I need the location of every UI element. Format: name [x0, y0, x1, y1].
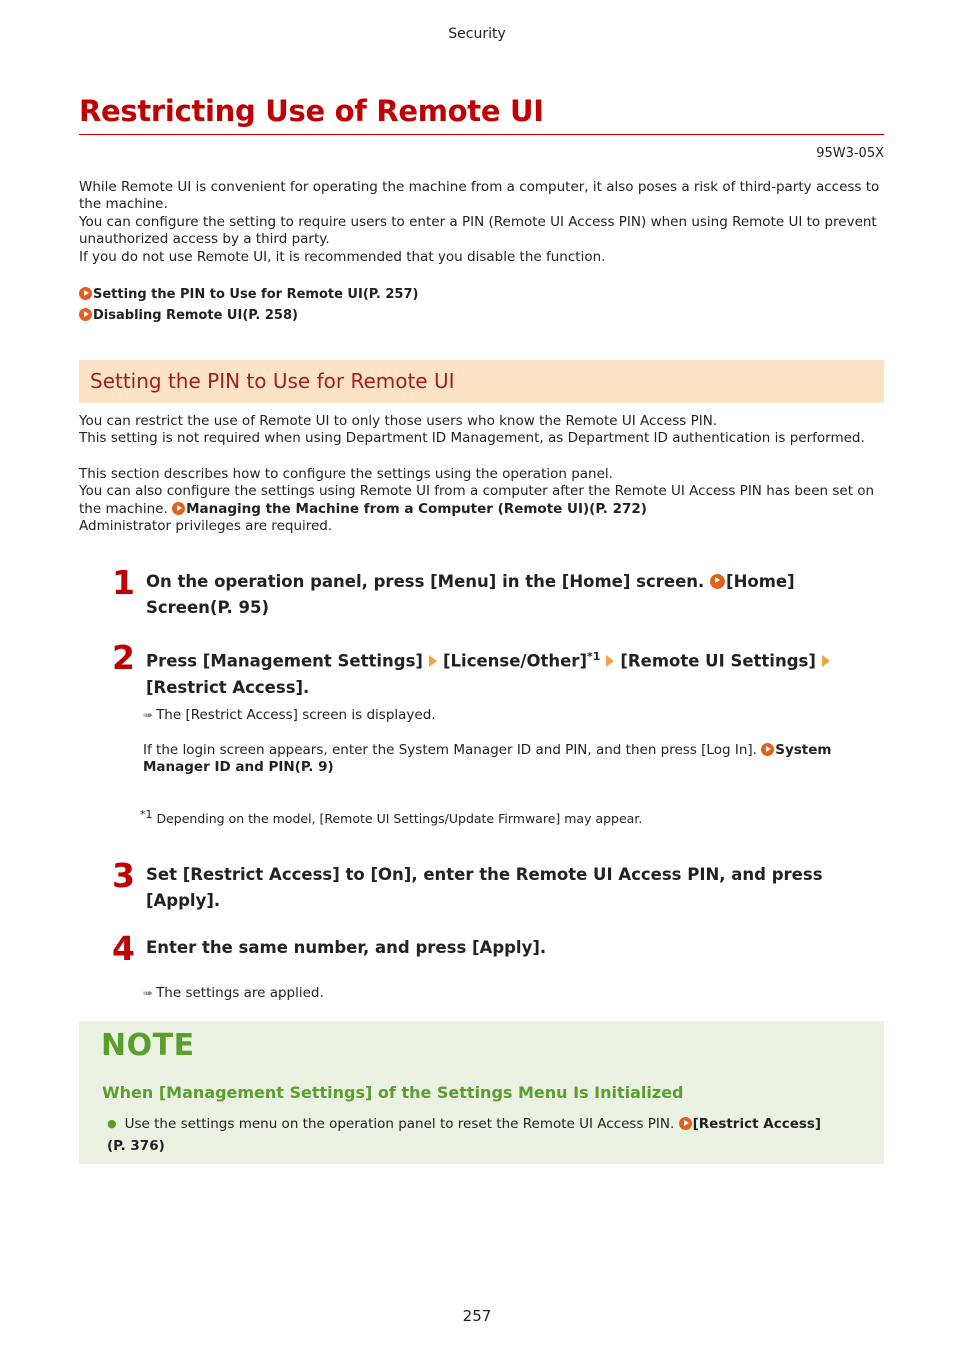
link-disabling-remote-ui[interactable] — [79, 308, 298, 323]
link-system-manager-label: System Manager ID and PIN(P. 9) — [143, 742, 832, 776]
section-paragraph-2: This setting is not required when using Department ID Management, as Department ID authentication is performed. — [79, 430, 865, 447]
link-setting-pin[interactable] — [79, 287, 418, 302]
step-1-number: 1 — [112, 563, 135, 602]
step-2-part-3: [Remote UI Settings] — [620, 651, 816, 671]
link-arrow-icon — [761, 743, 774, 756]
section-paragraph-5: Administrator privileges are required. — [79, 518, 333, 535]
running-header: Security — [448, 26, 506, 42]
link-arrow-icon — [172, 502, 185, 515]
page-title: Restricting Use of Remote UI — [79, 94, 544, 128]
result-arrow-icon: ➠ — [143, 986, 154, 1000]
step-3-number: 3 — [112, 856, 135, 895]
section-heading: Setting the PIN to Use for Remote UI — [90, 369, 455, 393]
step-4-result-text: The settings are applied. — [156, 985, 324, 1001]
section-details — [79, 466, 889, 536]
link-arrow-icon — [79, 308, 92, 321]
step-2-part-1: Press [Management Settings] — [146, 651, 423, 671]
menu-path-arrow-icon — [429, 655, 437, 667]
step-4-number: 4 — [112, 929, 135, 968]
step-4-result — [143, 985, 324, 1001]
footnote-text: Depending on the model, [Remote UI Settings/Update Firmware] may appear. — [156, 811, 643, 827]
intro-paragraph-2: You can configure the setting to require users to enter a PIN (Remote UI Access PIN) when using Remote UI to prevent unauthorized access by a third party. — [79, 213, 877, 248]
step-2-result — [143, 707, 436, 723]
menu-path-arrow-icon — [606, 655, 614, 667]
link-setting-pin-label: Setting the PIN to Use for Remote UI(P. 257) — [93, 287, 419, 302]
step-2-part-2: [License/Other] — [442, 651, 587, 671]
footnote — [140, 808, 642, 826]
menu-path-arrow-icon — [822, 655, 830, 667]
section-paragraph-1: You can restrict the use of Remote UI to only those users who know the Remote UI Access PIN. — [79, 413, 718, 429]
bullet-icon: ● — [107, 1117, 117, 1130]
section-intro — [79, 413, 889, 448]
note-title: NOTE — [101, 1028, 195, 1063]
link-home-screen-label: [Home] Screen(P. 95) — [146, 572, 795, 617]
section-paragraph-3: This section describes how to configure the settings using the operation panel. — [79, 466, 613, 482]
step-2-part-4: [Restrict Access]. — [146, 677, 310, 697]
footnote-mark: *1 — [140, 808, 153, 821]
login-note-text: If the login screen appears, enter the System Manager ID and PIN, and then press [Log In]. — [143, 742, 757, 758]
note-list-item — [107, 1113, 827, 1157]
link-remote-ui-label: Managing the Machine from a Computer (Remote UI)(P. 272) — [186, 500, 647, 517]
step-1-instruction: On the operation panel, press [Menu] in the [Home] screen. — [146, 572, 705, 591]
intro-text — [79, 179, 889, 266]
step-2-result-text: The [Restrict Access] screen is displayed. — [156, 707, 436, 723]
result-arrow-icon: ➠ — [143, 708, 154, 722]
link-arrow-icon — [679, 1117, 692, 1130]
step-1-text — [146, 569, 886, 621]
intro-paragraph-3: If you do not use Remote UI, it is recommended that you disable the function. — [79, 248, 606, 265]
link-arrow-icon — [79, 287, 92, 300]
section-paragraph-4 — [79, 483, 889, 518]
step-4-text: Enter the same number, and press [Apply]. — [146, 938, 547, 957]
page-number: 257 — [462, 1307, 492, 1325]
note-subtitle: When [Management Settings] of the Settings Menu Is Initialized — [102, 1083, 684, 1102]
step-2-login-note — [143, 742, 843, 777]
link-arrow-icon — [710, 574, 725, 589]
title-divider — [79, 134, 884, 135]
link-restrict-access-label: [Restrict Access](P. 376) — [107, 1116, 822, 1154]
note-item-text: Use the settings menu on the operation panel to reset the Remote UI Access PIN. — [124, 1116, 675, 1132]
link-remote-ui-management[interactable] — [172, 501, 647, 517]
intro-paragraph-1: While Remote UI is convenient for operating the machine from a computer, it also poses a risk of third-party access to the machine. — [79, 179, 880, 213]
footnote-reference: *1 — [586, 650, 601, 663]
section-paragraph-4-text: You can also configure the settings using Remote UI from a computer after the Remote UI Access PIN has been set on the machine. — [79, 483, 875, 517]
step-3-text: Set [Restrict Access] to [On], enter the Remote UI Access PIN, and press [Apply]. — [146, 865, 823, 910]
document-id: 95W3-05X — [816, 146, 884, 161]
step-2-number: 2 — [112, 638, 135, 677]
link-disabling-label: Disabling Remote UI(P. 258) — [93, 308, 298, 323]
step-2-text — [146, 644, 886, 701]
